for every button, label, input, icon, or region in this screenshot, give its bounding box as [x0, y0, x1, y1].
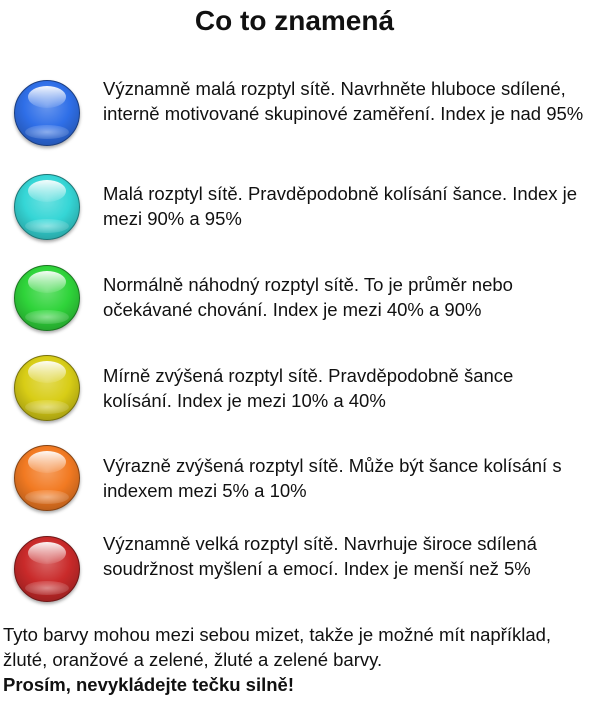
orange-orb-icon	[14, 445, 80, 511]
yellow-orb-icon	[14, 355, 80, 421]
legend-text-red: Významně velká rozptyl sítě. Navrhuje široce sdílená soudržnost myšlení a emocí. Index je menší než 5%	[103, 533, 537, 579]
legend-text-blue: Významně malá rozptyl sítě. Navrhněte hluboce sdílené, interně motivované skupinové zaměření. Index je nad 95%	[103, 78, 584, 124]
green-orb-icon	[14, 265, 80, 331]
legend-text-cyan: Malá rozptyl sítě. Pravděpodobně kolísání šance. Index je mezi 90% a 95%	[103, 183, 578, 229]
cyan-orb-icon	[14, 174, 80, 240]
blue-orb-icon	[14, 80, 80, 146]
legend-text-green: Normálně náhodný rozptyl sítě. To je průměr nebo očekávané chování. Index je mezi 40% a 90%	[103, 274, 513, 320]
red-orb-icon	[14, 536, 80, 602]
legend-text-yellow: Mírně zvýšená rozptyl sítě. Pravděpodobně šance kolísání. Index je mezi 10% a 40%	[103, 365, 514, 411]
footer-note: Tyto barvy mohou mezi sebou mizet, takže je možné mít například, žluté, oranžové a zelené, žluté a zelené barvy.	[3, 624, 552, 670]
legend-footer-note	[3, 622, 587, 697]
page-title: Co to znamená	[194, 5, 395, 36]
footer-emphasis: Prosím, nevykládejte tečku silně!	[3, 674, 294, 695]
legend-text-orange: Výrazně zvýšená rozptyl sítě. Může být šance kolísání s indexem mezi 5% a 10%	[103, 455, 562, 501]
